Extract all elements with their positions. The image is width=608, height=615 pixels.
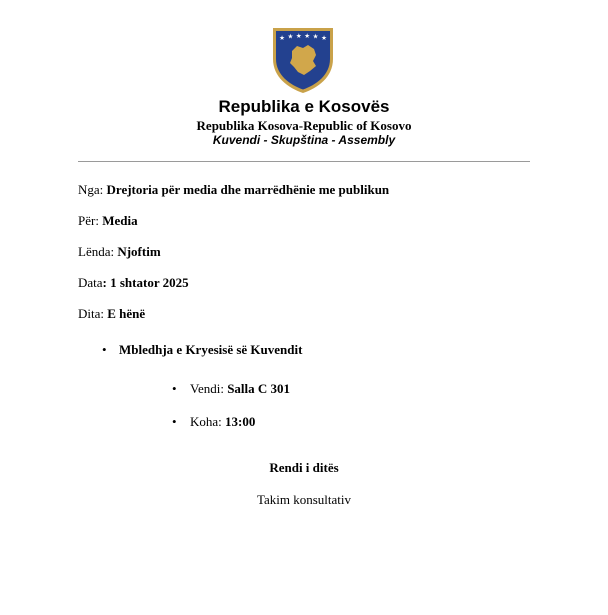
from-value: Drejtoria për media dhe marrëdhënie me publikun: [106, 182, 390, 197]
agenda-item: Takim konsultativ: [256, 492, 352, 507]
to-label: Për:: [78, 213, 103, 228]
bullet-icon: •: [102, 342, 107, 357]
to-field: [78, 213, 138, 229]
date-value: : 1 shtator 2025: [102, 275, 189, 290]
document-subtitle: Republika Kosova-Republic of Kosovo: [196, 118, 412, 133]
bullet-icon: •: [172, 381, 177, 396]
star-icon: ★: [295, 31, 302, 40]
date-field: [78, 275, 189, 291]
day-label: Dita:: [78, 306, 108, 321]
header-divider: [78, 161, 530, 162]
subject-value: Njoftim: [117, 244, 161, 259]
time-item: [190, 414, 255, 430]
to-value: Media: [102, 213, 138, 228]
day-value: E hënë: [107, 306, 146, 321]
agenda-heading: Rendi i ditës: [269, 460, 339, 475]
kosovo-coat-of-arms-icon: [270, 25, 336, 95]
star-icon: ★: [312, 32, 319, 41]
day-field: [78, 306, 145, 322]
date-label: Data: [78, 275, 103, 290]
venue-label: Vendi:: [190, 381, 228, 396]
star-icon: ★: [304, 31, 311, 40]
time-label: Koha:: [190, 414, 226, 429]
time-value: 13:00: [225, 414, 256, 429]
venue-value: Salla C 301: [227, 381, 291, 396]
bullet-icon: •: [172, 414, 177, 429]
venue-item: [190, 381, 290, 397]
from-label: Nga:: [78, 182, 107, 197]
star-icon: ★: [287, 32, 294, 41]
emblem-graphic: [270, 25, 336, 95]
subject-field: [78, 244, 161, 260]
star-icon: ★: [321, 34, 327, 42]
assembly-line: Kuvendi - Skupština - Assembly: [212, 133, 396, 147]
document-title: Republika e Kosovës: [218, 97, 390, 116]
star-icon: ★: [279, 34, 285, 42]
meeting-title: Mbledhja e Kryesisë së Kuvendit: [119, 342, 303, 357]
from-field: [78, 182, 389, 198]
subject-label: Lënda:: [78, 244, 118, 259]
